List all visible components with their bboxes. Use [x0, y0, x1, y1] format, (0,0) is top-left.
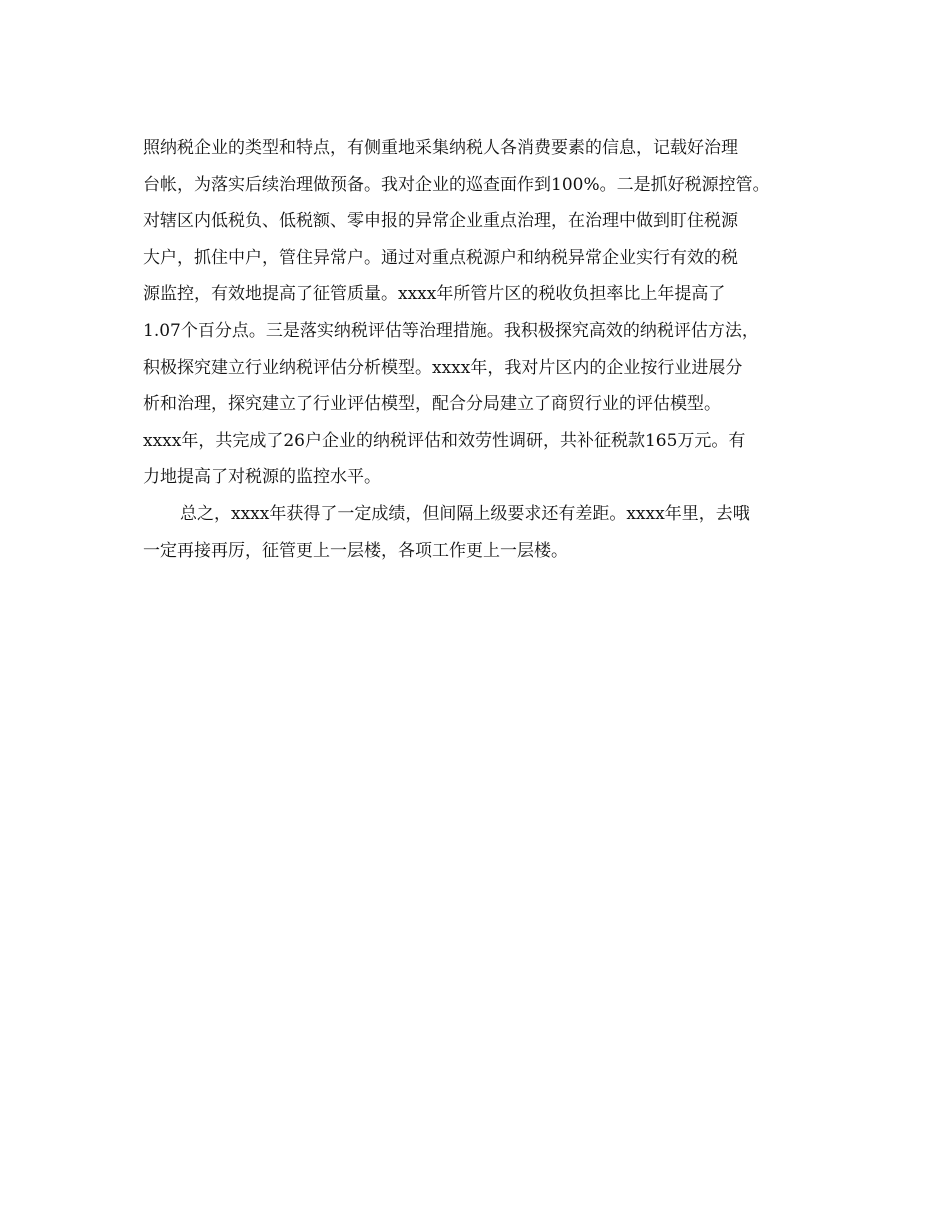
paragraph-1-line-3: 对辖区内低税负、低税额、零申报的异常企业重点治理，在治理中做到盯住税源: [143, 211, 738, 232]
paragraph-1-line-2: 台帐，为落实后续治理做预备。我对企业的巡查面作到100%。二是抓好税源控管。: [143, 174, 770, 195]
paragraph-1-line-10: 力地提高了对税源的监控水平。: [143, 467, 381, 488]
paragraph-2-line-1: 总之，xxxx年获得了一定成绩，但间隔上级要求还有差距。xxxx年里，去哦: [180, 503, 750, 524]
paragraph-2-line-2: 一定再接再厉，征管更上一层楼，各项工作更上一层楼。: [143, 540, 568, 561]
paragraph-1-line-5: 源监控，有效地提高了征管质量。xxxx年所管片区的税收负担率比上年提高了: [143, 284, 726, 305]
document-body: [143, 130, 823, 569]
paragraph-1-line-7: 积极探究建立行业纳税评估分析模型。xxxx年，我对片区内的企业按行业进展分: [143, 357, 743, 378]
paragraph-2: [143, 496, 823, 569]
paragraph-1-line-8: 析和治理，探究建立了行业评估模型，配合分局建立了商贸行业的评估模型。: [143, 394, 721, 415]
paragraph-1-line-1: 照纳税企业的类型和特点，有侧重地采集纳税人各消费要素的信息，记载好治理: [143, 138, 738, 158]
paragraph-1-line-6: 1.07个百分点。三是落实纳税评估等治理措施。我积极探究高效的纳税评估方法，: [143, 320, 759, 341]
paragraph-1: [143, 130, 823, 496]
paragraph-1-line-9: xxxx年，共完成了26户企业的纳税评估和效劳性调研，共补征税款165万元。有: [143, 430, 746, 451]
paragraph-1-line-4: 大户，抓住中户，管住异常户。通过对重点税源户和纳税异常企业实行有效的税: [143, 247, 738, 268]
